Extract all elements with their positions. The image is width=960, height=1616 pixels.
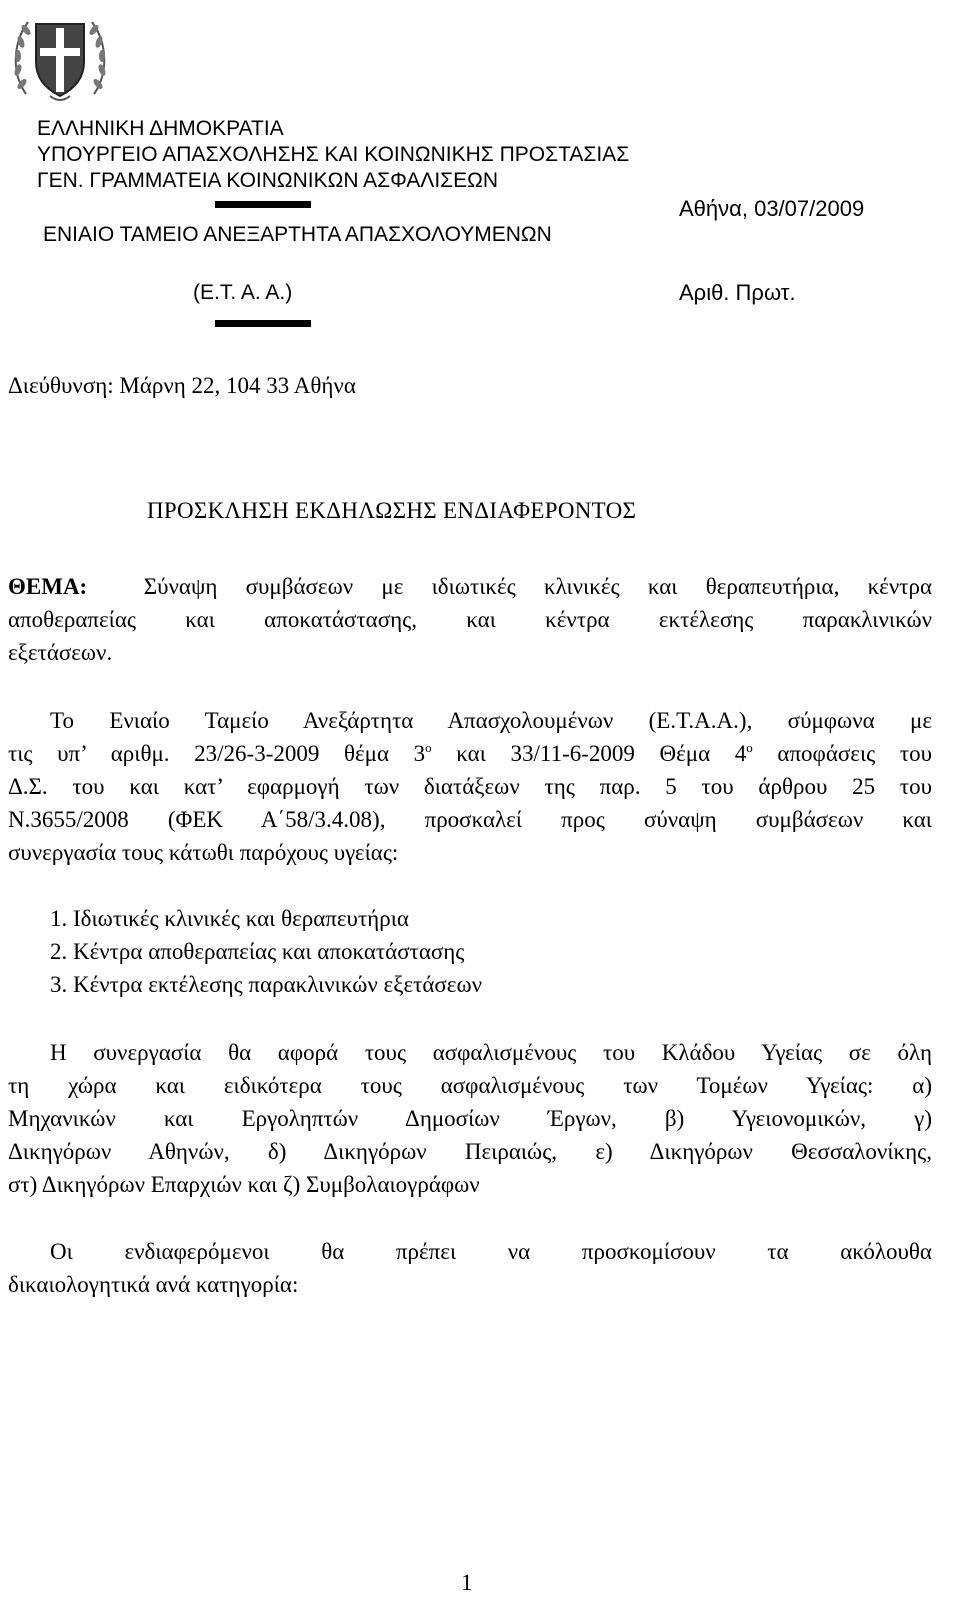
p1-l2-part-b: και 33/11-6-2009 Θέμα 4 <box>431 741 747 766</box>
paragraph-1-line-1: Το Ενιαίο Ταμείο Ανεξάρτητα Απασχολουμένων (Ε.Τ.Α.Α.), σύμφωνα με <box>50 708 932 733</box>
superscript-o-2: ο <box>746 740 753 755</box>
document-date: Αθήνα, 03/07/2009 <box>679 196 865 221</box>
paragraph-1-line-2 <box>8 737 932 770</box>
paragraph-2-line-3: Μηχανικών και Εργοληπτών Δημοσίων Έργων, β) Υγειονομικών, γ) <box>8 1106 932 1131</box>
subject-label: ΘΕΜΑ: <box>8 574 88 599</box>
list-item: 1. Ιδιωτικές κλινικές και θεραπευτήρια <box>50 906 409 931</box>
header-divider-top <box>215 201 311 208</box>
header-country: ΕΛΛΗΝΙΚΗ ΔΗΜΟΚΡΑΤΙΑ <box>37 117 284 140</box>
header-divider-bottom <box>215 320 311 327</box>
list-item: 3. Κέντρα εκτέλεσης παρακλινικών εξετάσεων <box>50 972 482 997</box>
subject-line-3: εξετάσεων. <box>8 640 113 665</box>
paragraph-1-line-4: Ν.3655/2008 (ΦΕΚ Α΄58/3.4.08), προσκαλεί προς σύναψη συμβάσεων και <box>8 807 932 832</box>
paragraph-2-line-1: Η συνεργασία θα αφορά τους ασφαλισμένους του Κλάδου Υγείας σε όλη <box>50 1040 932 1065</box>
page-number: 1 <box>461 1570 473 1595</box>
header-fund-abbreviation: (Ε.Τ. Α. Α.) <box>193 281 293 304</box>
provider-list <box>50 902 482 1001</box>
page-title: ΠΡΟΣΚΛΗΣΗ ΕΚΔΗΛΩΣΗΣ ΕΝΔΙΑΦΕΡΟΝΤΟΣ <box>147 498 637 523</box>
list-item: 2. Κέντρα αποθεραπείας και αποκατάστασης <box>50 939 465 964</box>
paragraph-2-line-4: Δικηγόρων Αθηνών, δ) Δικηγόρων Πειραιώς, ε) Δικηγόρων Θεσσαλονίκης, <box>8 1139 932 1164</box>
header-ministry: ΥΠΟΥΡΓΕΙΟ ΑΠΑΣΧΟΛΗΣΗΣ ΚΑΙ ΚΟΙΝΩΝΙΚΗΣ ΠΡΟΣΤΑΣΙΑΣ <box>37 143 630 166</box>
address: Διεύθυνση: Μάρνη 22, 104 33 Αθήνα <box>8 373 356 398</box>
p1-l2-part-a: τις υπ’ αριθμ. 23/26-3-2009 θέμα 3 <box>8 741 426 766</box>
superscript-o-1: ο <box>425 740 432 755</box>
protocol-number-label: Αριθ. Πρωτ. <box>679 280 796 305</box>
header-fund-name: ΕΝΙΑΙΟ ΤΑΜΕΙΟ ΑΝΕΞΑΡΤΗΤΑ ΑΠΑΣΧΟΛΟΥΜΕΝΩΝ <box>43 223 552 246</box>
greek-coat-of-arms-emblem <box>6 4 114 112</box>
paragraph-1-line-5: συνεργασία τους κάτωθι παρόχους υγείας: <box>8 840 399 865</box>
paragraph-3-line-2: δικαιολογητικά ανά κατηγορία: <box>8 1272 299 1297</box>
paragraph-3-line-1: Οι ενδιαφερόμενοι θα πρέπει να προσκομίσουν τα ακόλουθα <box>50 1239 932 1264</box>
subject-line-2: αποθεραπείας και αποκατάστασης, και κέντρα εκτέλεσης παρακλινικών <box>8 607 932 632</box>
paragraph-1-line-3: Δ.Σ. του και κατ’ εφαρμογή των διατάξεων της παρ. 5 του άρθρου 25 του <box>8 774 932 799</box>
paragraph-2-line-5: στ) Δικηγόρων Επαρχιών και ζ) Συμβολαιογράφων <box>8 1172 480 1197</box>
p1-l2-part-c: αποφάσεις του <box>752 741 932 766</box>
subject-text-1: Σύναψη συμβάσεων με ιδιωτικές κλινικές και θεραπευτήρια, κέντρα <box>143 574 932 599</box>
paragraph-2-line-2: τη χώρα και ειδικότερα τους ασφαλισμένους των Τομέων Υγείας: α) <box>8 1073 932 1098</box>
header-secretariat: ΓΕΝ. ΓΡΑΜΜΑΤΕΙΑ ΚΟΙΝΩΝΙΚΩΝ ΑΣΦΑΛΙΣΕΩΝ <box>37 169 499 192</box>
subject-line-1 <box>8 570 932 603</box>
